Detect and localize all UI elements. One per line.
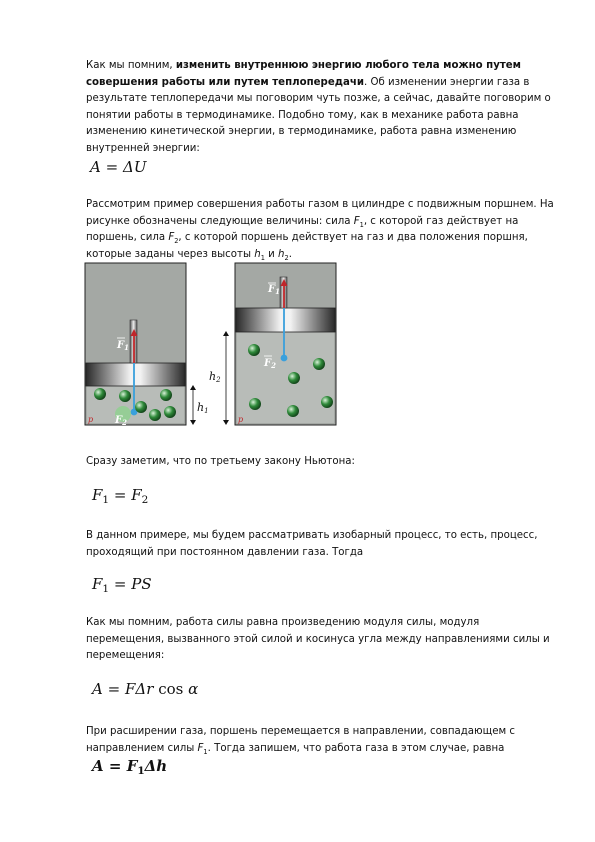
right-pressure-label: p xyxy=(238,415,244,424)
expansion-paragraph: При расширении газа, поршень перемещается в направлении, совпадающем с направлением силы $F_1$. Тогда запишем, что работа газа в этом случае, равна xyxy=(86,726,515,756)
equation-gas-work: $A = F_1\Delta h$ xyxy=(92,757,168,777)
intro-paragraph xyxy=(86,58,556,158)
left-cylinder xyxy=(85,263,209,427)
gas-molecule xyxy=(160,389,172,401)
right-h2-label: h2 xyxy=(209,370,221,384)
gas-molecule xyxy=(249,398,261,410)
left-pressure-label: p xyxy=(88,415,94,424)
right-f1-label: $F_1$ xyxy=(268,284,280,296)
gas-molecule xyxy=(313,358,325,370)
gas-molecule xyxy=(164,406,176,418)
newton-paragraph: Сразу заметим, что по третьему закону Ньютона: xyxy=(86,456,355,467)
gas-molecule xyxy=(94,388,106,400)
equation-work-cos: A = FΔr cos α xyxy=(92,680,199,698)
gas-molecule xyxy=(248,344,260,356)
cylinder-piston-figure xyxy=(84,262,348,428)
left-f1-label: $F_1$ xyxy=(117,340,129,352)
gas-molecule xyxy=(287,405,299,417)
gas-molecule xyxy=(288,372,300,384)
intro-text: Как мы помним, xyxy=(86,60,176,71)
intro-bold-text: изменить внутреннюю энергию любого тела можно путем совершения работы или путем теплопередачи xyxy=(86,60,521,88)
cylinder-paragraph: Рассмотрим пример совершения работы газом в цилиндре с подвижным поршнем. На рисунке обозначены следующие величины: сила $F_1$, с которой газ действует на поршень, сила $F_2$, с которой поршень действует на газ и два положения поршня, которые заданы через высоты $h_1$ и $h_2$. xyxy=(86,199,554,262)
gas-molecule xyxy=(135,401,147,413)
gas-molecule xyxy=(119,390,131,402)
gas-molecule xyxy=(149,409,161,421)
equation-newton: $F_1 = F_2$ xyxy=(92,486,149,506)
isobaric-paragraph: В данном примере, мы будем рассматривать изобарный процесс, то есть, процесс, проходящий при постоянном давлении газа. Тогда xyxy=(86,530,538,558)
equation-pressure-force: $F_1$ = PS xyxy=(92,575,152,595)
gas-molecule xyxy=(321,396,333,408)
right-cylinder xyxy=(209,263,336,425)
work-definition-paragraph: Как мы помним, работа силы равна произведению модуля силы, модуля перемещения, вызванного этой силой и косинуса угла между направлениями силы и перемещения: xyxy=(86,617,550,662)
right-f2-label: $F_2$ xyxy=(264,358,276,370)
left-h1-label: h1 xyxy=(197,401,209,415)
left-f2-label: $F_2$ xyxy=(115,415,127,427)
intro-text-continued: . Об изменении энергии газа в результате теплопередачи мы поговорим чуть позже, а сейчас, давайте поговорим о понятии работы в термодинамике. Подобно тому, как в механике работа равна изменению кинетической энергии, в термодинамике, работа равна изменению внутренней энергии: xyxy=(86,76,551,154)
equation-work-energy: A = ΔU xyxy=(90,158,147,176)
